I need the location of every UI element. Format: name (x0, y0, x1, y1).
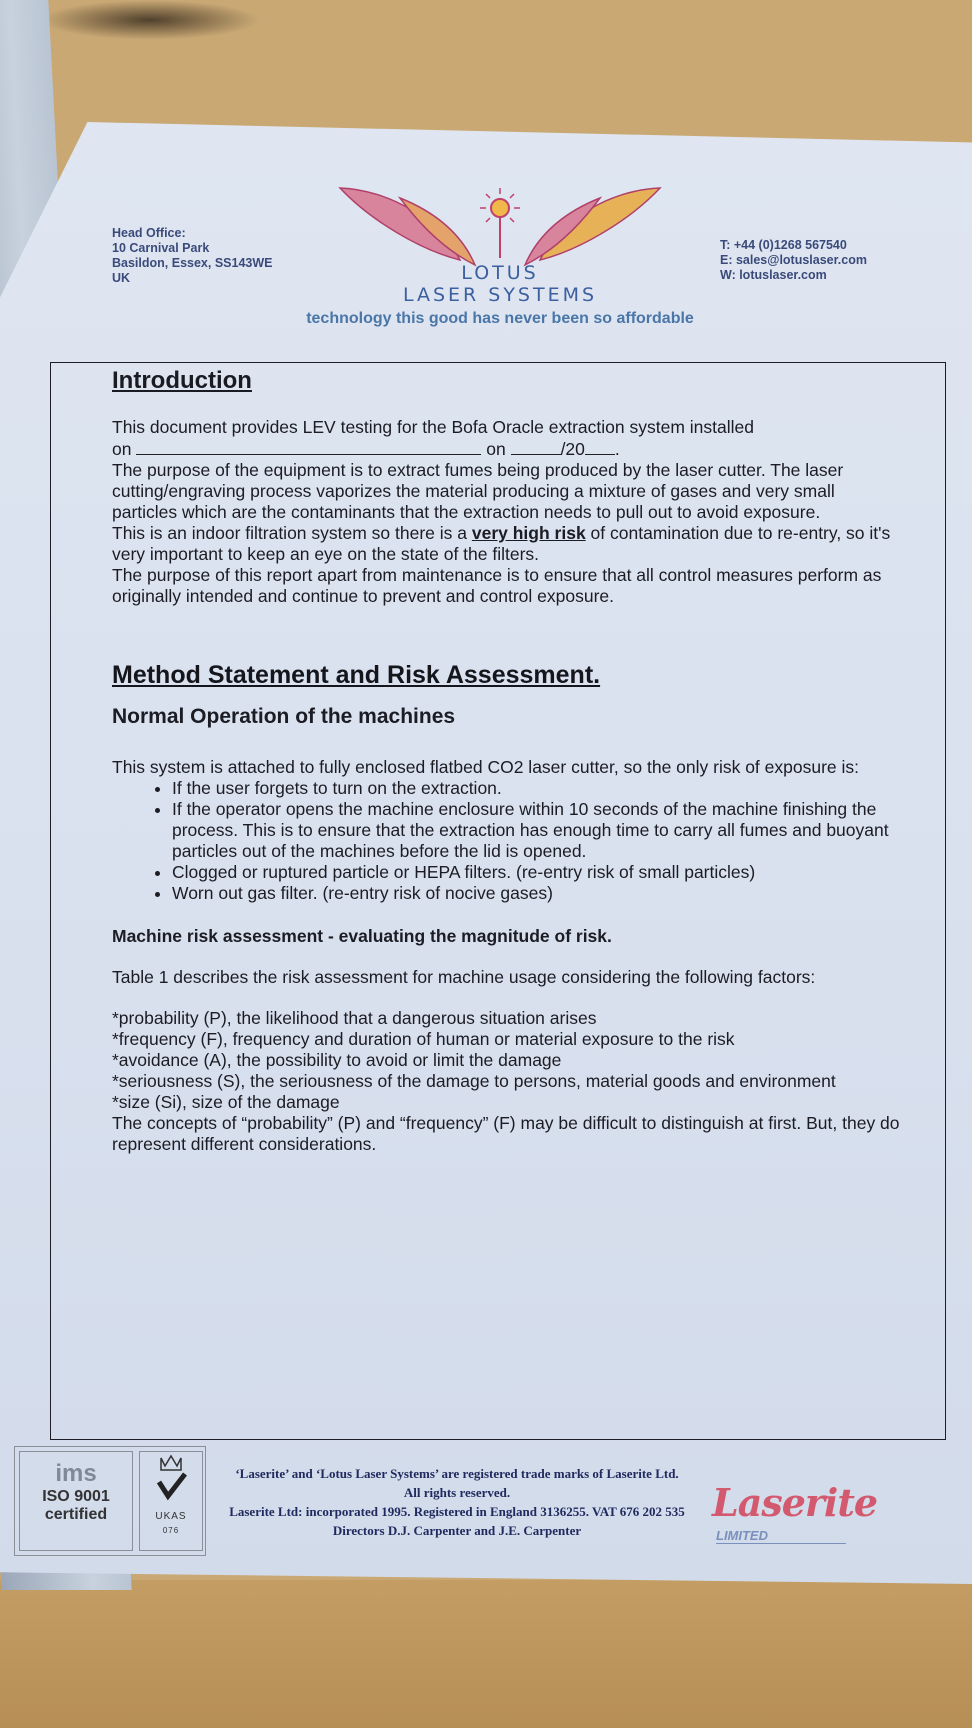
intro-install-line (112, 438, 902, 460)
location-blank (136, 438, 481, 455)
risk-after: of contamination due to re-entry, so it's very important to keep an eye on the state of the filters. (112, 523, 891, 564)
on-label: on (112, 439, 132, 459)
contact-line: T: +44 (0)1268 567540 (720, 238, 847, 252)
ukas-number: 076 (162, 1526, 180, 1535)
brand-line-laser-systems: LASER SYSTEMS (402, 284, 598, 306)
list-item: • Clogged or ruptured particle or HEPA filters. (re-entry risk of small particles) (172, 862, 902, 883)
brand-name (330, 262, 670, 306)
machine-risk-heading: Machine risk assessment - evaluating the magnitude of risk. (112, 926, 612, 946)
desk-surface (0, 1580, 972, 1728)
footer-line: All rights reserved. (403, 1485, 511, 1500)
ims-badge (19, 1451, 133, 1551)
head-office-line: 10 Carnival Park (112, 241, 210, 255)
closing-paragraph: The concepts of “probability” (P) and “frequency” (F) may be difficult to distinguish at first. But, they do represent different considerations. (112, 1113, 900, 1154)
laserite-logo-icon (712, 1480, 952, 1550)
normal-operation-heading: Normal Operation of the machines (112, 705, 456, 728)
intro-report-purpose: The purpose of this report apart from maintenance is to ensure that all control measures perform as originally intended and continue to prevent and control exposure. (112, 565, 882, 606)
contact-line: W: lotuslaser.com (720, 268, 827, 282)
factor-item: *seriousness (S), the seriousness of the damage to persons, material goods and environment (112, 1071, 836, 1091)
year-label: /20 (560, 439, 585, 459)
ukas-label: UKAS (155, 1511, 187, 1522)
intro-line1: This document provides LEV testing for the Bofa Oracle extraction system installed (112, 417, 754, 437)
exposure-intro: This system is attached to fully enclosed flatbed CO2 laser cutter, so the only risk of exposure is: (112, 757, 860, 777)
factor-item: *frequency (F), frequency and duration of human or material exposure to the risk (112, 1029, 735, 1049)
machine-risk-intro: Table 1 describes the risk assessment for machine usage considering the following factors: (112, 967, 816, 987)
spacer (112, 988, 902, 1008)
head-office-address (112, 226, 352, 286)
factor-item: *size (Si), size of the damage (112, 1092, 340, 1112)
line-end: . (614, 439, 620, 459)
year-blank (585, 438, 615, 455)
very-high-risk: very high risk (471, 523, 586, 543)
ims-logo-icon: ims (55, 1460, 97, 1487)
method-heading: Method Statement and Risk Assessment. (112, 661, 601, 689)
contact-details (720, 238, 960, 283)
footer-line: Directors D.J. Carpenter and J.E. Carpenter (332, 1523, 582, 1538)
document-body (112, 366, 902, 1155)
laserite-wordmark: Laserite (712, 1480, 878, 1525)
list-item: • If the operator opens the machine enclosure within 10 seconds of the machine finishing the process. This is to ensure that the extraction has enough time to carry all fumes and buoyant particles out of the machines before the lid is opened. (172, 799, 902, 862)
footer-line: Laserite Ltd: incorporated 1995. Registered in England 3136255. VAT 676 202 535 (229, 1504, 685, 1519)
ukas-crown-check-logo-icon (151, 1452, 191, 1502)
certification-badges (14, 1446, 206, 1556)
iso-line1: ISO 9001 (42, 1488, 110, 1505)
footer-line: ‘Laserite’ and ‘Lotus Laser Systems’ are registered trade marks of Laserite Ltd. (235, 1466, 679, 1481)
intro-purpose: The purpose of the equipment is to extract fumes being produced by the laser cutter. The laser cutting/engraving process vaporizes the material producing a mixture of gases and very small particles which are the contaminants that the extraction needs to pull out to avoid exposure. (112, 460, 844, 522)
tagline: technology this good has never been so affordable (306, 310, 694, 327)
exposure-risk-list (112, 778, 902, 904)
factor-item: *probability (P), the likelihood that a dangerous situation arises (112, 1008, 597, 1028)
limited-wordmark: LIMITED (716, 1528, 846, 1544)
iso-line2: certified (44, 1506, 108, 1523)
factor-item: *avoidance (A), the possibility to avoid or limit the damage (112, 1050, 562, 1070)
hand-shadow (40, 0, 260, 40)
on-label-2: on (486, 439, 506, 459)
brand-line-lotus: LOTUS (461, 262, 539, 284)
intro-risk (112, 523, 902, 565)
list-item: • Worn out gas filter. (re-entry risk of nocive gases) (172, 883, 902, 904)
contact-line: E: sales@lotuslaser.com (720, 253, 867, 267)
head-office-line: UK (112, 271, 131, 285)
head-office-line: Head Office: (112, 226, 186, 240)
risk-before: This is an indoor filtration system so there is a (112, 523, 472, 543)
date-blank (511, 438, 561, 455)
introduction-heading: Introduction (112, 367, 252, 394)
list-item: • If the user forgets to turn on the extraction. (172, 778, 902, 799)
head-office-line: Basildon, Essex, SS143WE (112, 256, 273, 270)
ukas-badge (139, 1451, 203, 1551)
footer-legal-text (212, 1464, 702, 1540)
